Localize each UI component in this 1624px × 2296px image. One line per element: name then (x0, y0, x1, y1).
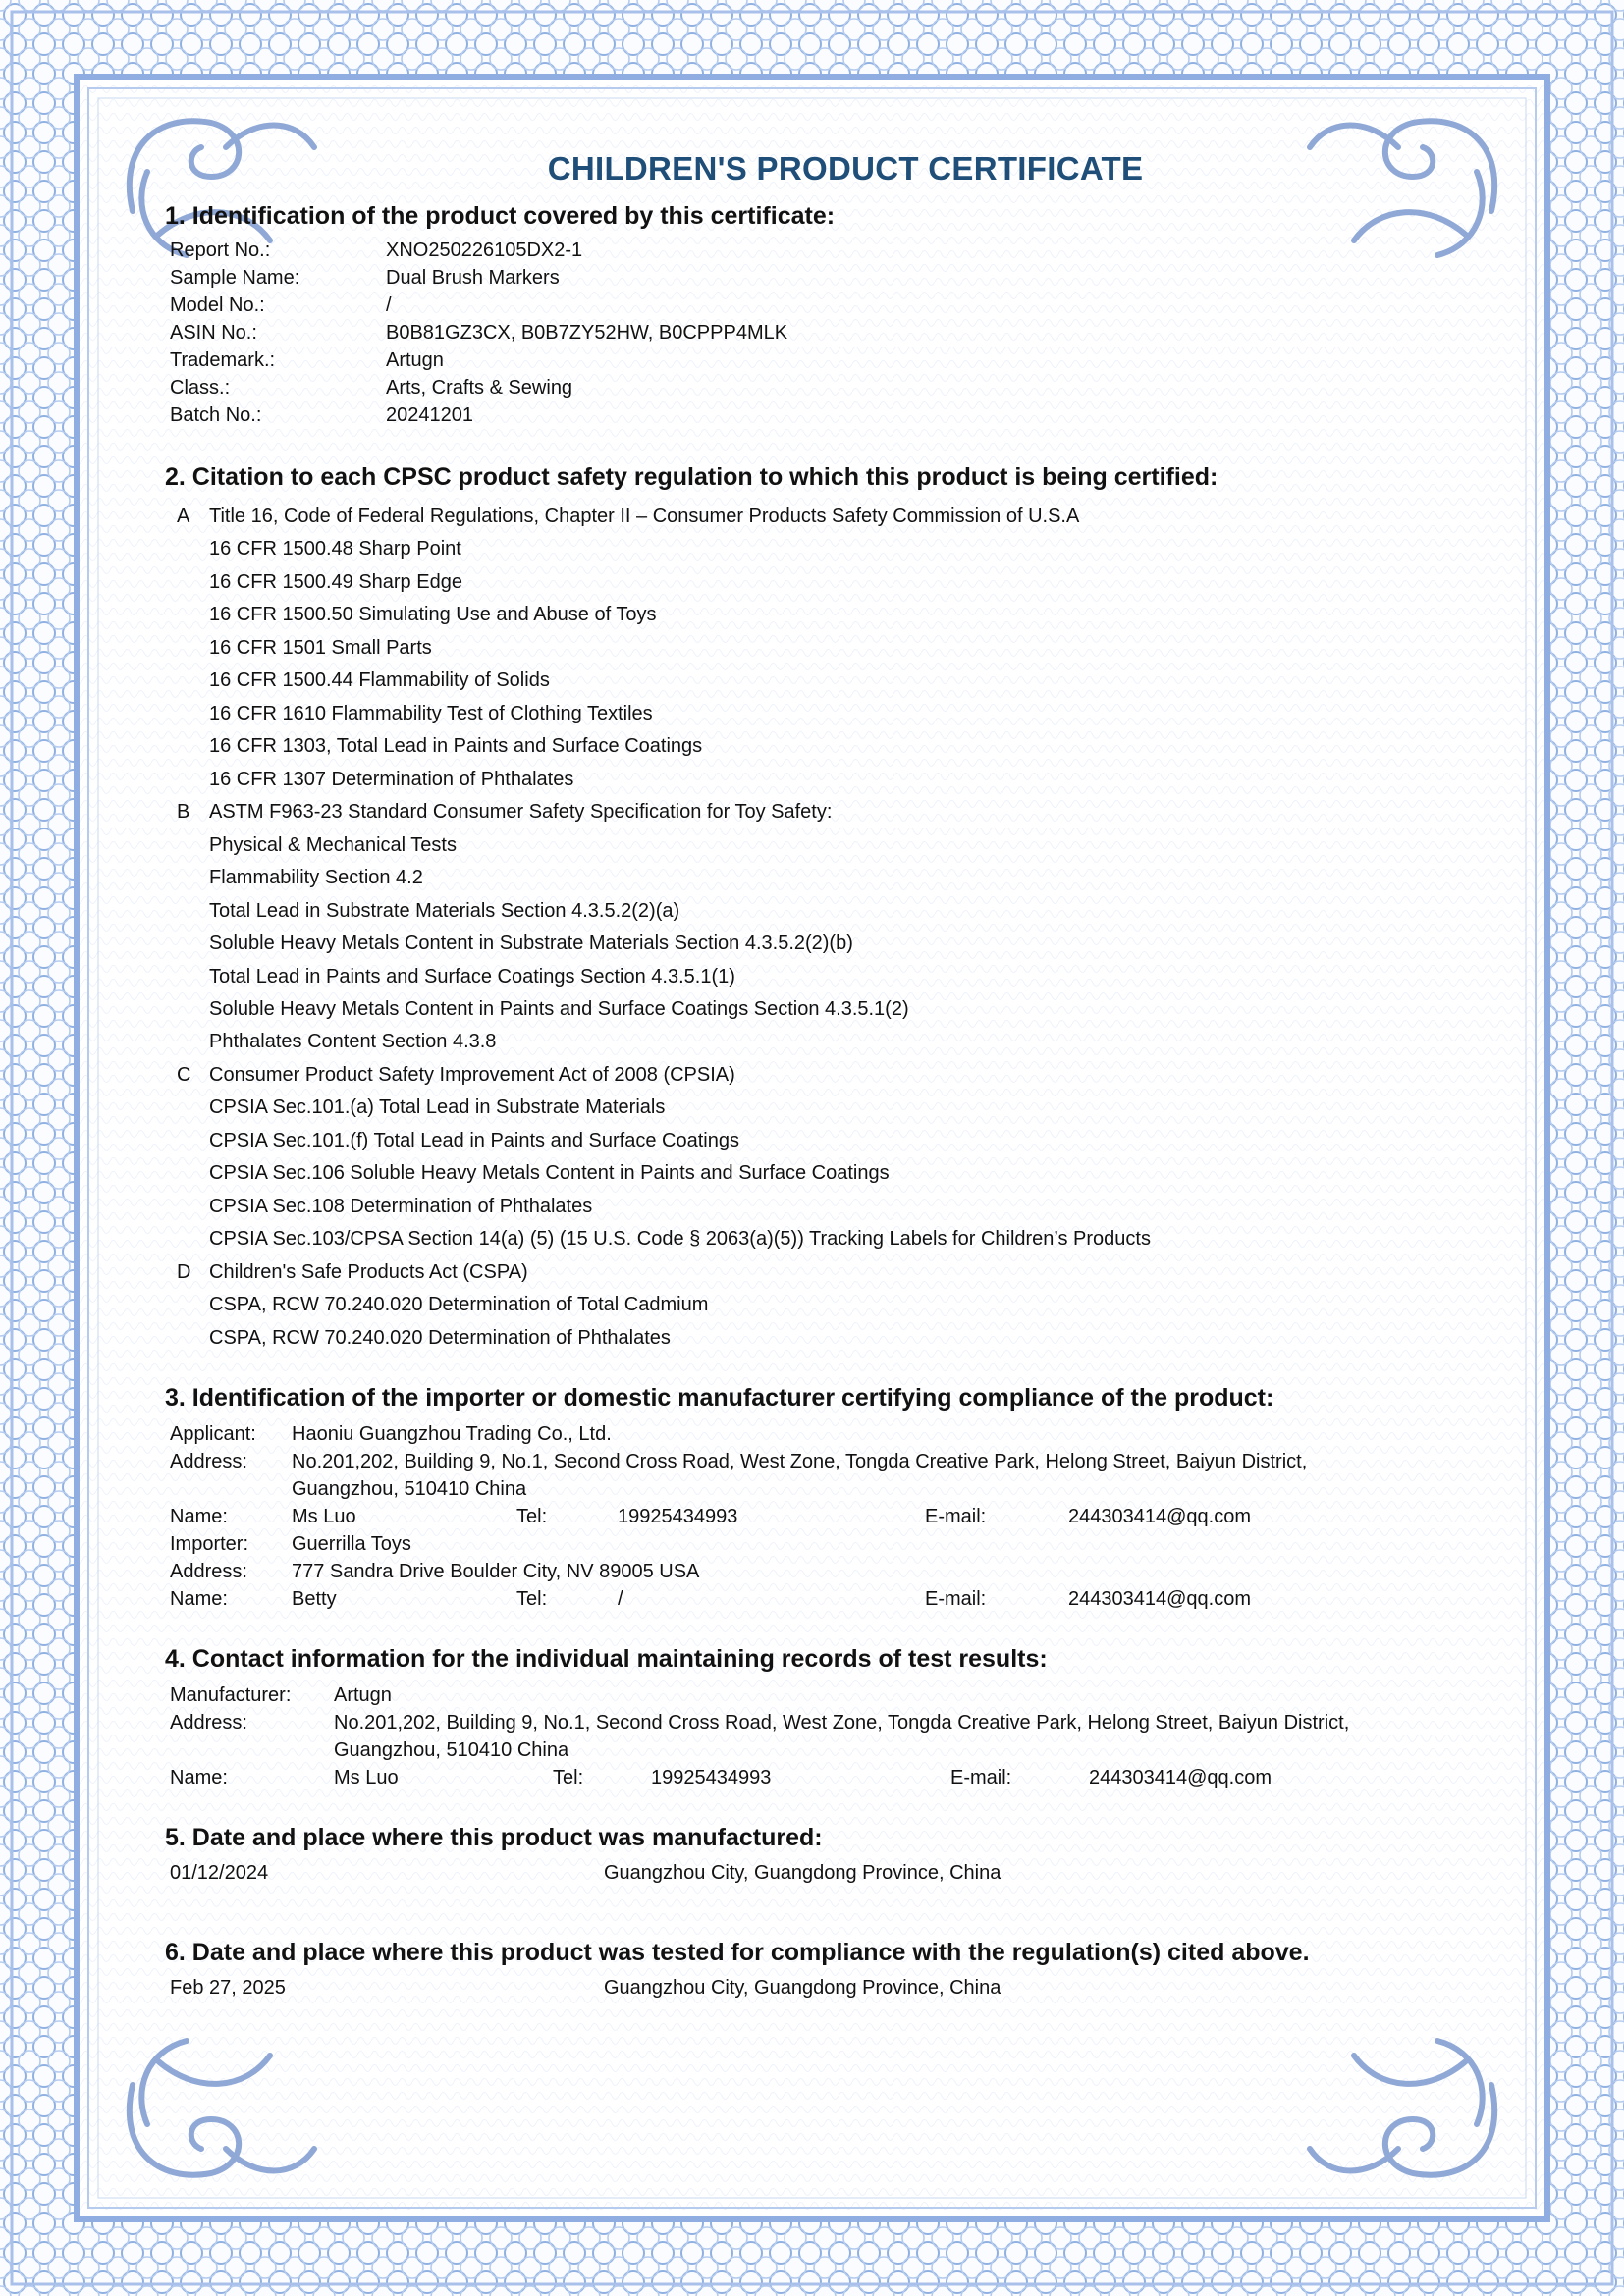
regulation-item: 16 CFR 1610 Flammability Test of Clothing Textiles (209, 703, 653, 724)
regulation-item: CSPA, RCW 70.240.020 Determination of Phthalates (209, 1327, 671, 1349)
asin-no-value: B0B81GZ3CX, B0B7ZY52HW, B0CPPP4MLK (386, 322, 788, 344)
regulation-item: CPSIA Sec.101.(a) Total Lead in Substrate Materials (209, 1096, 666, 1118)
applicant-email-label: E-mail: (925, 1506, 987, 1527)
section-6-heading: 6. Date and place where this product was tested for compliance with the regulation(s) cited above. (165, 1939, 1310, 1966)
batch-no-label: Batch No.: (170, 404, 262, 426)
importer-name-value: Betty (292, 1588, 337, 1610)
contact-email-value: 244303414@qq.com (1089, 1767, 1272, 1789)
applicant-tel-label: Tel: (516, 1506, 548, 1527)
sample-name-value: Dual Brush Markers (386, 267, 560, 289)
importer-label: Importer: (170, 1533, 249, 1555)
section-4-heading: 4. Contact information for the individual maintaining records of test results: (165, 1645, 1048, 1673)
regulation-item: Flammability Section 4.2 (209, 867, 423, 888)
group-c-letter: C (177, 1064, 191, 1086)
regulation-item: 16 CFR 1303, Total Lead in Paints and Surface Coatings (209, 735, 703, 757)
regulation-item: CPSIA Sec.106 Soluble Heavy Metals Content in Paints and Surface Coatings (209, 1162, 890, 1184)
regulation-item: CPSIA Sec.103/CPSA Section 14(a) (5) (15 U.S. Code § 2063(a)(5)) Tracking Labels for Children’s Products (209, 1228, 1151, 1250)
manufacture-place: Guangzhou City, Guangdong Province, China (604, 1862, 1001, 1884)
importer-address-label: Address: (170, 1561, 247, 1582)
applicant-name-value: Ms Luo (292, 1506, 356, 1527)
group-a-letter: A (177, 506, 190, 527)
regulation-item: 16 CFR 1500.48 Sharp Point (209, 538, 461, 560)
trademark-label: Trademark.: (170, 349, 276, 371)
regulation-item: CSPA, RCW 70.240.020 Determination of Total Cadmium (209, 1294, 709, 1315)
sample-name-label: Sample Name: (170, 267, 300, 289)
section-2-heading: 2. Citation to each CPSC product safety regulation to which this product is being certified: (165, 463, 1218, 491)
manufacturer-value: Artugn (334, 1684, 392, 1706)
importer-tel-value: / (618, 1588, 623, 1610)
manufacturer-address-label: Address: (170, 1712, 247, 1734)
contact-tel-value: 19925434993 (651, 1767, 772, 1789)
section-1-heading: 1. Identification of the product covered by this certificate: (165, 202, 836, 230)
applicant-name-label: Name: (170, 1506, 228, 1527)
applicant-address-line-1: No.201,202, Building 9, No.1, Second Cross Road, West Zone, Tongda Creative Park, Helong Street, Baiyun District, (292, 1451, 1308, 1472)
regulation-item: ASTM F963-23 Standard Consumer Safety Specification for Toy Safety: (209, 801, 833, 823)
importer-email-value: 244303414@qq.com (1068, 1588, 1251, 1610)
regulation-item: Title 16, Code of Federal Regulations, Chapter II – Consumer Products Safety Commission of U.S.A (209, 506, 1080, 527)
manufacturer-address-line-1: No.201,202, Building 9, No.1, Second Cross Road, West Zone, Tongda Creative Park, Helong Street, Baiyun District, (334, 1712, 1350, 1734)
contact-name-label: Name: (170, 1767, 228, 1789)
regulation-item: Phthalates Content Section 4.3.8 (209, 1031, 497, 1052)
manufacturer-label: Manufacturer: (170, 1684, 292, 1706)
regulation-item: Children's Safe Products Act (CSPA) (209, 1261, 528, 1283)
importer-value: Guerrilla Toys (292, 1533, 411, 1555)
section-3-heading: 3. Identification of the importer or domestic manufacturer certifying compliance of the product: (165, 1384, 1274, 1412)
regulation-item: Soluble Heavy Metals Content in Paints and Surface Coatings Section 4.3.5.1(2) (209, 998, 909, 1020)
regulation-item: CPSIA Sec.101.(f) Total Lead in Paints and Surface Coatings (209, 1130, 739, 1151)
regulation-item: 16 CFR 1500.49 Sharp Edge (209, 571, 462, 593)
applicant-tel-value: 19925434993 (618, 1506, 738, 1527)
certificate-title: CHILDREN'S PRODUCT CERTIFICATE (547, 150, 1144, 187)
class-value: Arts, Crafts & Sewing (386, 377, 573, 399)
applicant-value: Haoniu Guangzhou Trading Co., Ltd. (292, 1423, 612, 1445)
regulation-item: 16 CFR 1500.44 Flammability of Solids (209, 669, 550, 691)
regulation-item: Consumer Product Safety Improvement Act of 2008 (CPSIA) (209, 1064, 735, 1086)
importer-tel-label: Tel: (516, 1588, 548, 1610)
trademark-value: Artugn (386, 349, 444, 371)
regulation-item: CPSIA Sec.108 Determination of Phthalates (209, 1196, 593, 1217)
regulation-item: 16 CFR 1501 Small Parts (209, 637, 432, 659)
regulation-item: Soluble Heavy Metals Content in Substrate Materials Section 4.3.5.2(2)(b) (209, 933, 853, 954)
applicant-email-value: 244303414@qq.com (1068, 1506, 1251, 1527)
regulation-item: 16 CFR 1307 Determination of Phthalates (209, 769, 574, 790)
group-d-letter: D (177, 1261, 191, 1283)
contact-email-label: E-mail: (950, 1767, 1012, 1789)
regulation-item: Total Lead in Paints and Surface Coatings Section 4.3.5.1(1) (209, 966, 735, 988)
regulation-item: 16 CFR 1500.50 Simulating Use and Abuse of Toys (209, 604, 657, 625)
test-place: Guangzhou City, Guangdong Province, China (604, 1977, 1001, 1999)
regulation-item: Total Lead in Substrate Materials Section 4.3.5.2(2)(a) (209, 900, 680, 922)
importer-address-value: 777 Sandra Drive Boulder City, NV 89005 USA (292, 1561, 700, 1582)
contact-tel-label: Tel: (553, 1767, 584, 1789)
applicant-address-line-2: Guangzhou, 510410 China (292, 1478, 527, 1500)
importer-name-label: Name: (170, 1588, 228, 1610)
regulation-item: Physical & Mechanical Tests (209, 834, 457, 856)
section-5-heading: 5. Date and place where this product was manufactured: (165, 1824, 823, 1851)
report-no-label: Report No.: (170, 240, 271, 261)
model-no-label: Model No.: (170, 294, 265, 316)
applicant-label: Applicant: (170, 1423, 256, 1445)
group-b-letter: B (177, 801, 190, 823)
model-no-value: / (386, 294, 392, 316)
manufacture-date: 01/12/2024 (170, 1862, 269, 1884)
importer-email-label: E-mail: (925, 1588, 987, 1610)
batch-no-value: 20241201 (386, 404, 473, 426)
test-date: Feb 27, 2025 (170, 1977, 286, 1999)
report-no-value: XNO250226105DX2-1 (386, 240, 583, 261)
asin-no-label: ASIN No.: (170, 322, 257, 344)
applicant-address-label: Address: (170, 1451, 247, 1472)
class-label: Class.: (170, 377, 231, 399)
contact-name-value: Ms Luo (334, 1767, 399, 1789)
manufacturer-address-line-2: Guangzhou, 510410 China (334, 1739, 569, 1761)
